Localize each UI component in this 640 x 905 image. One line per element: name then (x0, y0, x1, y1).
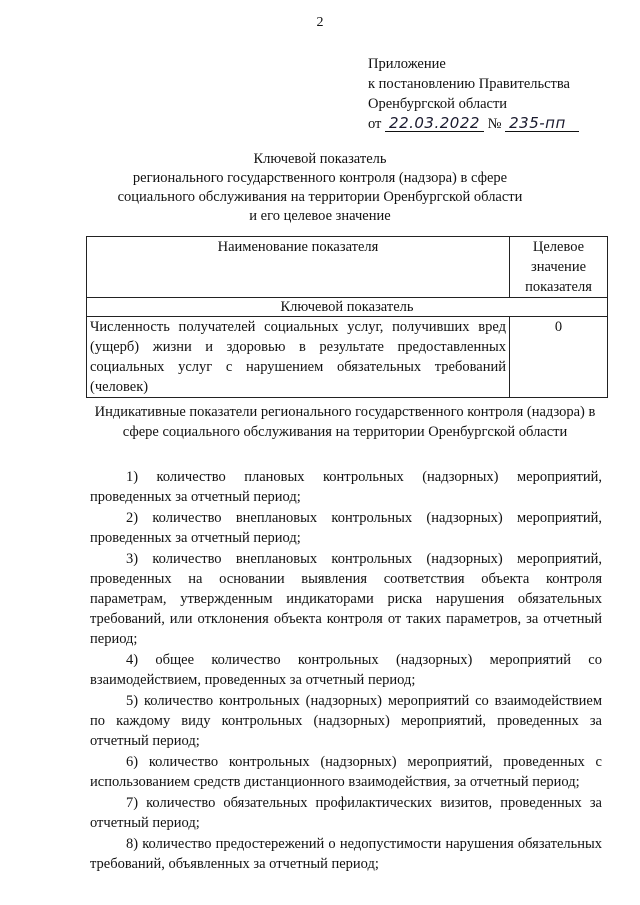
handwritten-date: 22.03.2022 (385, 115, 484, 132)
appendix-line-1: Приложение (368, 56, 446, 72)
list-item: 7) количество обязательных профилактических визитов, проведенных за отчетный период; (90, 795, 602, 831)
appendix-block (368, 54, 618, 134)
list-item: 4) общее количество контрольных (надзорных) мероприятий со взаимодействием, проведенных за отчетный период; (90, 652, 602, 688)
title-line-4: и его целевое значение (249, 208, 391, 224)
header-target-value: Целевое значение показателя (510, 237, 608, 298)
title-line-2: регионального государственного контроля (надзора) в сфере (132, 170, 508, 186)
indicative-section-title: Индикативные показатели регионального государственного контроля (надзора) в сфере социального обслуживания на территории Оренбургской области (94, 404, 596, 440)
table-section-row (87, 298, 608, 317)
appendix-date-line (368, 114, 618, 134)
date-prefix: от (368, 116, 382, 132)
list-item: 8) количество предостережений о недопустимости нарушения обязательных требований, объявленных за отчетный период; (90, 836, 602, 872)
list-item: 1) количество плановых контрольных (надзорных) мероприятий, проведенных за отчетный период; (90, 469, 602, 505)
document-title (90, 150, 550, 226)
title-line-1: Ключевой показатель (253, 151, 387, 167)
table-header-row (87, 237, 608, 298)
number-prefix: № (487, 116, 502, 132)
section-label: Ключевой показатель (87, 298, 608, 317)
list-item: 6) количество контрольных (надзорных) мероприятий, проведенных с использованием средств дистанционного взаимодействия, за отчетный период; (90, 754, 602, 790)
list-item: 5) количество контрольных (надзорных) мероприятий со взаимодействием по каждому виду контрольных (надзорных) мероприятий, проведенных за отчетный период; (90, 693, 602, 749)
page-number: 2 (316, 15, 324, 30)
key-indicator-table (86, 236, 608, 398)
handwritten-number: 235-пп (505, 115, 579, 132)
title-line-3: социального обслуживания на территории Оренбургской области (117, 189, 523, 205)
appendix-line-2: к постановлению Правительства (368, 76, 570, 92)
indicator-name-cell: Численность получателей социальных услуг, получивших вред (ущерб) жизни и здоровью в результате предоставленных социальных услуг с нарушением обязательных требований (человек) (87, 317, 510, 398)
indicator-value-cell: 0 (510, 317, 608, 398)
header-indicator-name: Наименование показателя (87, 237, 510, 298)
list-item: 2) количество внеплановых контрольных (надзорных) мероприятий, проведенных за отчетный период; (90, 510, 602, 546)
indicators-list (90, 467, 602, 875)
list-item: 3) количество внеплановых контрольных (надзорных) мероприятий, проведенных на основании выявления соответствия объекта контроля параметрам, утвержденным индикаторами риска нарушения обязательных требований, или отклонения объекта контроля от таких параметров, за отчетный период; (90, 551, 602, 647)
appendix-line-3: Оренбургской области (368, 96, 508, 112)
table-row (87, 317, 608, 398)
